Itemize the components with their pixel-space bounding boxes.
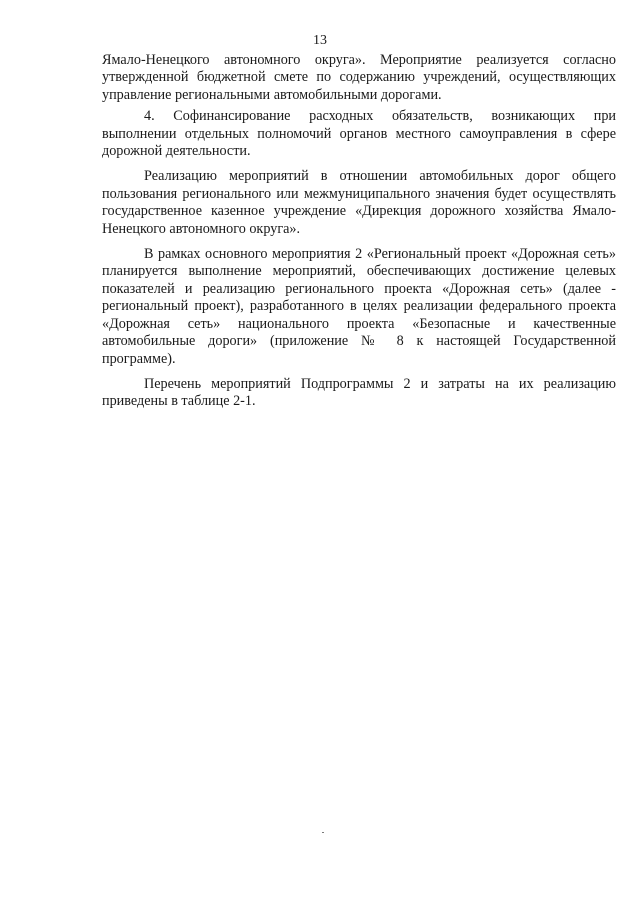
document-body — [102, 52, 616, 411]
paragraph-continuation: Ямало-Ненецкого автономного округа». Мероприятие реализуется согласно утвержденной бюджетной смете по содержанию учреждений, осуществляющих управление региональными автомобильными дорогами. — [102, 52, 616, 103]
page-number: 13 — [313, 33, 327, 48]
paragraph-implementation: Реализацию мероприятий в отношении автомобильных дорог общего пользования регионального или межмуниципального значения будет осуществлять государственное казенное учреждение «Дирекция дорожного хозяйства Ямало-Ненецкого автономного округа». — [102, 168, 616, 237]
paragraph-regional-project: В рамках основного мероприятия 2 «Региональный проект «Дорожная сеть» планируется выполнение мероприятий, обеспечивающих достижение целевых показателей и реализацию регионального проекта «Дорожная сеть» (далее - региональный проект), разработанного в целях реализации федерального проекта «Дорожная сеть» национального проекта «Безопасные и качественные автомобильные дороги» (приложение № 8 к настоящей Государственной программе). — [102, 246, 616, 367]
paragraph-item-4: 4. Софинансирование расходных обязательств, возникающих при выполнении отдельных полномочий органов местного самоуправления в сфере дорожной деятельности. — [102, 108, 616, 160]
paragraph-table-reference: Перечень мероприятий Подпрограммы 2 и затраты на их реализацию приведены в таблице 2-1. — [102, 375, 616, 410]
scan-speck — [322, 832, 324, 833]
